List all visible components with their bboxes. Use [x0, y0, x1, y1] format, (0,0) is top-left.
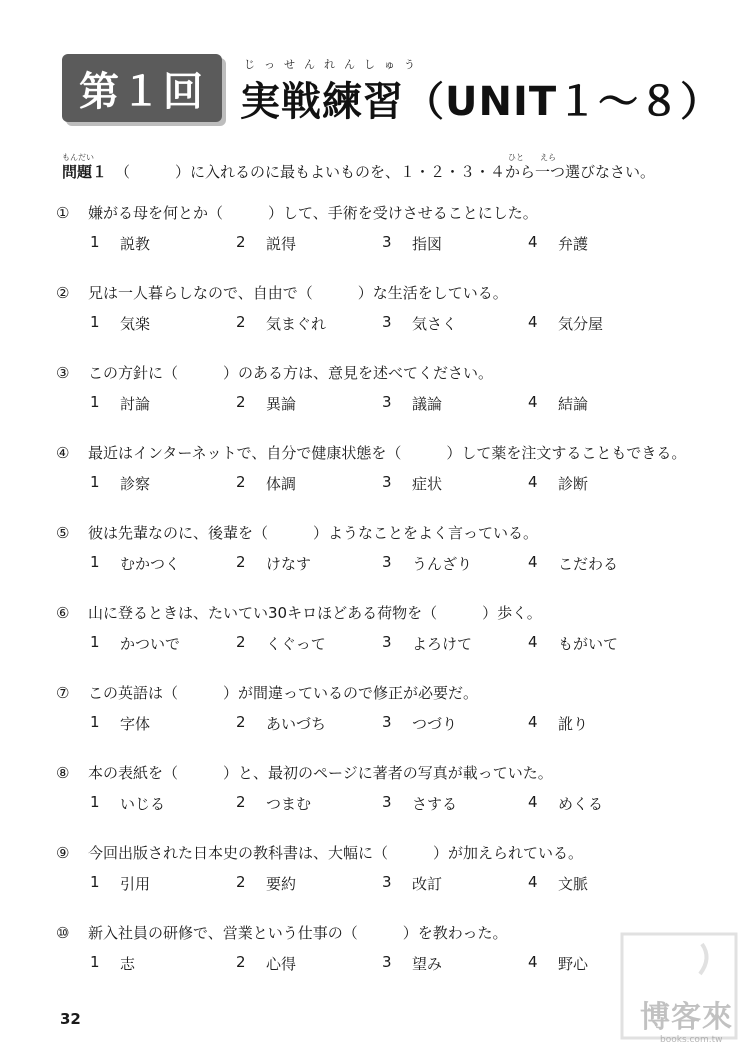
option-number: 2	[236, 313, 246, 331]
option-text: よろけて	[412, 635, 473, 653]
page-title: 実戦練習（UNIT１～８）	[240, 79, 722, 125]
lesson-number-badge: 第１回	[62, 54, 222, 122]
answer-option[interactable]	[90, 473, 236, 494]
option-text: 議論	[412, 395, 443, 413]
answer-options	[90, 553, 696, 574]
answer-option[interactable]	[90, 953, 236, 974]
question-text: 彼は先輩なのに、後輩を（ ）ようなことをよく言っている。	[88, 524, 539, 542]
answer-option[interactable]	[382, 953, 528, 974]
answer-option[interactable]	[90, 793, 236, 814]
option-number: 4	[528, 713, 538, 731]
option-text: 志	[120, 955, 136, 973]
question-number: ⑨	[56, 844, 70, 862]
question-text: 最近はインターネットで、自分で健康状態を（ ）して薬を注文することもできる。	[88, 444, 687, 462]
option-text: 症状	[412, 475, 443, 493]
answer-option[interactable]	[382, 553, 528, 574]
option-text: うんざり	[412, 555, 473, 573]
option-number: 4	[528, 793, 538, 811]
option-text: 討論	[120, 395, 151, 413]
question-text: この方針に（ ）のある方は、意見を述べてください。	[88, 364, 494, 382]
answer-options	[90, 393, 696, 414]
question-text: 兄は一人暮らしなので、自由で（ ）な生活をしている。	[88, 284, 508, 302]
answer-options	[90, 873, 696, 894]
answer-option[interactable]	[90, 393, 236, 414]
option-text: もがいて	[558, 635, 619, 653]
option-text: 診断	[558, 475, 589, 493]
option-number: 2	[236, 713, 246, 731]
question-text: 今回出版された日本史の教科書は、大幅に（ ）が加えられている。	[88, 844, 584, 862]
answer-option[interactable]	[90, 633, 236, 654]
answer-option[interactable]	[236, 793, 382, 814]
page-number: 32	[60, 1010, 81, 1028]
answer-options	[90, 953, 696, 974]
option-number: 4	[528, 553, 538, 571]
answer-option[interactable]	[236, 713, 382, 734]
question-item	[56, 282, 696, 334]
question-number: ②	[56, 284, 70, 302]
answer-option[interactable]	[528, 873, 674, 894]
option-number: 1	[90, 713, 100, 731]
question-number: ⑧	[56, 764, 70, 782]
answer-option[interactable]	[382, 633, 528, 654]
option-text: 気楽	[120, 315, 151, 333]
answer-options	[90, 633, 696, 654]
option-text: 弁護	[558, 235, 589, 253]
option-text: 気まぐれ	[266, 315, 327, 333]
question-item	[56, 202, 696, 254]
option-number: 3	[382, 553, 392, 571]
option-number: 3	[382, 953, 392, 971]
answer-option[interactable]	[236, 313, 382, 334]
option-text: 要約	[266, 875, 297, 893]
answer-option[interactable]	[236, 553, 382, 574]
option-text: 説教	[120, 235, 151, 253]
answer-option[interactable]	[382, 393, 528, 414]
answer-option[interactable]	[90, 713, 236, 734]
watermark-url: books.com.tw	[660, 1035, 723, 1045]
option-number: 4	[528, 473, 538, 491]
question-item	[56, 602, 696, 654]
option-text: さする	[412, 795, 458, 813]
option-number: 4	[528, 873, 538, 891]
answer-option[interactable]	[528, 473, 674, 494]
answer-option[interactable]	[90, 233, 236, 254]
option-number: 2	[236, 793, 246, 811]
option-text: 気分屋	[558, 315, 604, 333]
question-item	[56, 682, 696, 734]
title-ruby: じっせんれんしゅう	[244, 58, 424, 71]
option-number: 4	[528, 633, 538, 651]
answer-option[interactable]	[528, 633, 674, 654]
option-number: 2	[236, 393, 246, 411]
option-number: 3	[382, 793, 392, 811]
option-text: 説得	[266, 235, 297, 253]
answer-options	[90, 713, 696, 734]
instruction-lead: 問題１	[62, 163, 108, 181]
question-number: ⑩	[56, 924, 70, 942]
question-item	[56, 842, 696, 894]
answer-option[interactable]	[382, 473, 528, 494]
question-number: ⑦	[56, 684, 70, 702]
option-number: 3	[382, 713, 392, 731]
option-text: 指図	[412, 235, 443, 253]
answer-option[interactable]	[236, 953, 382, 974]
question-number: ④	[56, 444, 70, 462]
question-text: 山に登るときは、たいてい30キロほどある荷物を（ ）歩く。	[88, 604, 542, 622]
question-item	[56, 442, 696, 494]
option-text: 引用	[120, 875, 151, 893]
instruction-ruby: もんだい	[62, 153, 94, 162]
question-item	[56, 522, 696, 574]
option-number: 3	[382, 473, 392, 491]
option-number: 1	[90, 633, 100, 651]
option-number: 3	[382, 393, 392, 411]
answer-option[interactable]	[528, 713, 674, 734]
answer-options	[90, 793, 696, 814]
option-text: つづり	[412, 715, 458, 733]
option-text: 字体	[120, 715, 151, 733]
option-number: 4	[528, 313, 538, 331]
option-number: 1	[90, 873, 100, 891]
option-text: 改訂	[412, 875, 443, 893]
answer-option[interactable]	[382, 313, 528, 334]
option-number: 1	[90, 393, 100, 411]
answer-option[interactable]	[236, 393, 382, 414]
question-number: ⑤	[56, 524, 70, 542]
option-number: 1	[90, 553, 100, 571]
option-number: 4	[528, 233, 538, 251]
answer-option[interactable]	[236, 873, 382, 894]
question-text: 新入社員の研修で、営業という仕事の（ ）を教わった。	[88, 924, 508, 942]
instruction	[62, 161, 655, 182]
answer-option[interactable]	[528, 553, 674, 574]
answer-option[interactable]	[528, 233, 674, 254]
option-number: 2	[236, 633, 246, 651]
question-number: ③	[56, 364, 70, 382]
answer-option[interactable]	[528, 313, 674, 334]
answer-option[interactable]	[236, 473, 382, 494]
option-text: けなす	[266, 555, 312, 573]
question-number: ①	[56, 204, 70, 222]
answer-options	[90, 473, 696, 494]
answer-option[interactable]	[528, 793, 674, 814]
option-text: むかつく	[120, 555, 181, 573]
answer-option[interactable]	[90, 313, 236, 334]
question-item	[56, 762, 696, 814]
option-text: かついで	[120, 635, 181, 653]
answer-option[interactable]	[382, 713, 528, 734]
option-text: 診察	[120, 475, 151, 493]
option-number: 4	[528, 393, 538, 411]
option-text: 文脈	[558, 875, 589, 893]
question-item	[56, 362, 696, 414]
option-text: 訛り	[558, 715, 589, 733]
question-text: この英語は（ ）が間違っているので修正が必要だ。	[88, 684, 479, 702]
option-text: 野心	[558, 955, 589, 973]
option-number: 1	[90, 233, 100, 251]
option-text: 結論	[558, 395, 589, 413]
option-number: 3	[382, 873, 392, 891]
option-text: つまむ	[266, 795, 312, 813]
option-number: 1	[90, 313, 100, 331]
option-text: 体調	[266, 475, 297, 493]
option-number: 1	[90, 793, 100, 811]
option-number: 2	[236, 953, 246, 971]
option-number: 2	[236, 473, 246, 491]
question-number: ⑥	[56, 604, 70, 622]
option-text: 望み	[412, 955, 443, 973]
answer-option[interactable]	[90, 873, 236, 894]
option-number: 2	[236, 873, 246, 891]
option-text: あいづち	[266, 715, 327, 733]
question-text: 本の表紙を（ ）と、最初のページに著者の写真が載っていた。	[88, 764, 553, 782]
option-number: 1	[90, 953, 100, 971]
answer-option[interactable]	[382, 873, 528, 894]
option-text: 異論	[266, 395, 297, 413]
option-text: こだわる	[558, 555, 619, 573]
answer-option[interactable]	[382, 233, 528, 254]
answer-option[interactable]	[90, 553, 236, 574]
watermark-text: 博客來	[640, 1000, 733, 1035]
option-number: 3	[382, 233, 392, 251]
answer-options	[90, 313, 696, 334]
option-text: 心得	[266, 955, 297, 973]
option-number: 3	[382, 633, 392, 651]
answer-option[interactable]	[528, 393, 674, 414]
option-text: いじる	[120, 795, 166, 813]
option-number: 2	[236, 233, 246, 251]
answer-option[interactable]	[236, 233, 382, 254]
option-text: 気さく	[412, 315, 458, 333]
question-text: 嫌がる母を何とか（ ）して、手術を受けさせることにした。	[88, 204, 538, 222]
option-text: くぐって	[266, 635, 326, 653]
answer-option[interactable]	[236, 633, 382, 654]
instruction-text: （ ）に入れるのに最もよいものを、１・２・３・４から一つ選びなさい。	[115, 163, 656, 181]
option-text: めくる	[558, 795, 604, 813]
option-number: 4	[528, 953, 538, 971]
answer-option[interactable]	[382, 793, 528, 814]
instruction-ruby-2: ひと えら	[508, 153, 556, 162]
question-item	[56, 922, 696, 974]
option-number: 2	[236, 553, 246, 571]
option-number: 3	[382, 313, 392, 331]
answer-options	[90, 233, 696, 254]
option-number: 1	[90, 473, 100, 491]
